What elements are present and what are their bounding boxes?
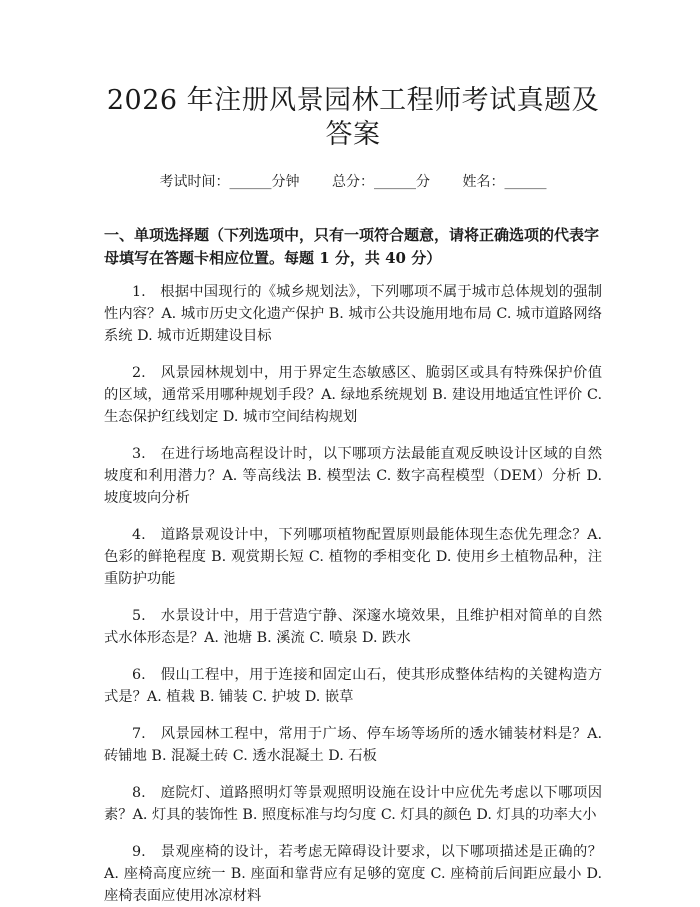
- question-1: 1. 根据中国现行的《城乡规划法》，下列哪项不属于城市总体规划的强制性内容？A. 城市历史文化遗产保护 B. 城市公共设施用地布局 C. 城市道路网络系统 D. 城市近期建设目标: [104, 284, 602, 344]
- question-9: 9. 景观座椅的设计，若考虑无障碍设计要求，以下哪项描述是正确的？A. 座椅高度应统一 B. 座面和靠背应有足够的宽度 C. 座椅前后间距应最小 D. 座椅表面应使用冰凉材料: [104, 844, 602, 904]
- question-5: 5. 水景设计中，用于营造宁静、深邃水境效果，且维护相对简单的自然式水体形态是？A. 池塘 B. 溪流 C. 喷泉 D. 跌水: [104, 608, 602, 646]
- name-field: 姓名：______: [462, 174, 547, 190]
- question-2: 2. 风景园林规划中，用于界定生态敏感区、脆弱区或具有特殊保护价值的区域，通常采用哪种规划手段？A. 绿地系统规划 B. 建设用地适宜性评价 C. 生态保护红线划定 D. 城市空间结构规划: [104, 365, 602, 425]
- total-score-field: 总分：______分: [332, 174, 430, 190]
- question-8: 8. 庭院灯、道路照明灯等景观照明设施在设计中应优先考虑以下哪项因素？A. 灯具的装饰性 B. 照度标准与均匀度 C. 灯具的颜色 D. 灯具的功率大小: [104, 785, 602, 823]
- question-list: [104, 281, 602, 907]
- exam-meta: [104, 172, 602, 192]
- question-3: 3. 在进行场地高程设计时，以下哪项方法最能直观反映设计区域的自然坡度和利用潜力？A. 等高线法 B. 模型法 C. 数字高程模型（DEM）分析 D. 坡度坡向分析: [104, 446, 602, 506]
- question-4: 4. 道路景观设计中，下列哪项植物配置原则最能体现生态优先理念？A. 色彩的鲜艳程度 B. 观赏期长短 C. 植物的季相变化 D. 使用乡土植物品种，注重防护功能: [104, 527, 602, 587]
- section-heading: 一、单项选择题（下列选项中，只有一项符合题意，请将正确选项的代表字母填写在答题卡相应位置。每题 1 分，共 40 分）: [104, 226, 600, 267]
- question-6: 6. 假山工程中，用于连接和固定山石，使其形成整体结构的关键构造方式是？A. 植栽 B. 铺装 C. 护坡 D. 嵌草: [104, 667, 602, 705]
- question-7: 7. 风景园林工程中，常用于广场、停车场等场所的透水铺装材料是？A. 砖铺地 B. 混凝土砖 C. 透水混凝土 D. 石板: [104, 726, 602, 764]
- exam-time-field: 考试时间：______分钟: [159, 174, 300, 190]
- page-title: 2026 年注册风景园林工程师考试真题及答案: [106, 85, 600, 150]
